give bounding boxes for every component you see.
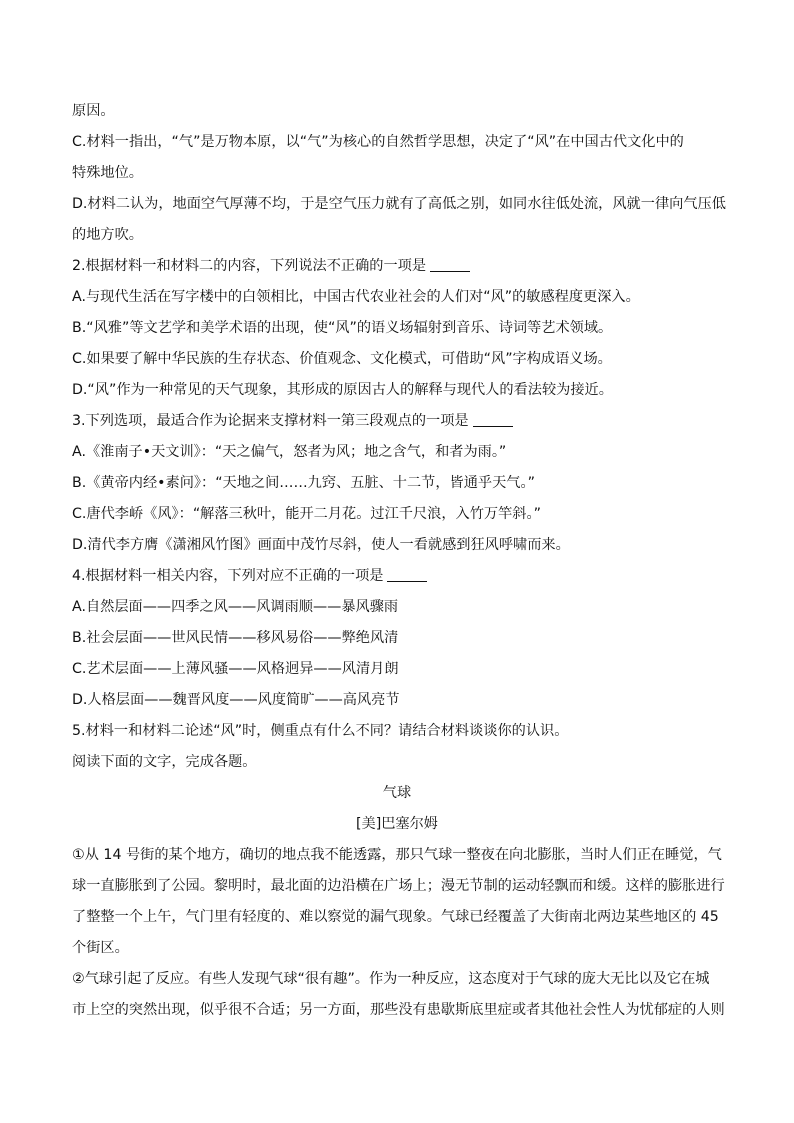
- q2-option-a: A.与现代生活在写字楼中的白领相比，中国古代农业社会的人们对“风”的敏感程度更深入。: [72, 289, 640, 305]
- passage-line: 了整整一个上午，气门里有轻度的、难以察觉的漏气现象。气球已经覆盖了大街南北两边某些地区的 45: [72, 909, 719, 925]
- q4-option-d: D.人格层面——魏晋风度——风度简旷——高风亮节: [72, 692, 400, 708]
- q3-option-d: D.清代李方膺《潇湘风竹图》画面中茂竹尽斜，使人一看就感到狂风呼啸而来。: [72, 537, 570, 553]
- passage-line: ①从 14 号街的某个地方，确切的地点我不能透露，那只气球一整夜在向北膨胀，当时人们正在睡觉，气: [72, 847, 722, 863]
- q1-option-d-line1: D.材料二认为，地面空气厚薄不均，于是空气压力就有了高低之别，如同水往低处流，风就一律向气压低: [72, 196, 726, 212]
- q3-stem-text: 3.下列选项，最适合作为论据来支撑材料一第三段观点的一项是: [72, 413, 469, 429]
- q1-option-c-line2: 特殊地位。: [72, 165, 143, 181]
- q2-option-d: D.“风”作为一种常见的天气现象，其形成的原因古人的解释与现代人的看法较为接近。: [72, 382, 613, 398]
- q2-stem-text: 2.根据材料一和材料二的内容，下列说法不正确的一项是: [72, 258, 427, 274]
- q4-option-a: A.自然层面——四季之风——风调雨顺——暴风骤雨: [72, 599, 399, 615]
- answer-blank: [387, 567, 427, 582]
- answer-blank: [430, 257, 470, 272]
- q3-option-c: C.唐代李峤《风》：“解落三秋叶，能开二月花。过江千尺浪，入竹万竿斜。”: [72, 506, 541, 522]
- passage-title: 气球: [382, 785, 412, 801]
- q5-stem: 5.材料一和材料二论述“风”时，侧重点有什么不同？请结合材料谈谈你的认识。: [72, 723, 569, 739]
- q4-stem-text: 4.根据材料一相关内容，下列对应不正确的一项是: [72, 568, 384, 584]
- q1-option-d-line2: 的地方吹。: [72, 227, 143, 243]
- reading-instruction: 阅读下面的文字，完成各题。: [72, 754, 257, 770]
- passage-line: 市上空的突然出现，似乎很不合适；另一方面，那些没有患歇斯底里症或者其他社会性人为忧郁症的人则: [72, 1002, 725, 1018]
- q4-option-b: B.社会层面——世风民情——移风易俗——弊绝风清: [72, 630, 399, 646]
- q3-option-b: B.《黄帝内经•素问》：“天地之间……九窍、五脏、十二节，皆通乎天气。”: [72, 475, 535, 491]
- answer-blank: [473, 412, 513, 427]
- passage-line: 个街区。: [72, 940, 129, 956]
- q4-option-c: C.艺术层面——上薄风骚——风格迥异——风清月朗: [72, 661, 399, 677]
- q4-stem: [72, 561, 722, 592]
- passage-author: [美]巴塞尔姆: [355, 816, 438, 832]
- q1-option-c-line1: C.材料一指出，“气”是万物本原，以“气”为核心的自然哲学思想，决定了“风”在中国古代文化中的: [72, 134, 684, 150]
- q2-stem: [72, 251, 722, 282]
- q2-option-b: B.“风雅”等文艺学和美学术语的出现，使“风”的语义场辐射到音乐、诗词等艺术领域。: [72, 320, 613, 336]
- q3-stem: [72, 406, 722, 437]
- q3-option-a: A.《淮南子•天文训》：“天之偏气，怒者为风；地之含气，和者为雨。”: [72, 444, 507, 460]
- text-line: 原因。: [72, 103, 115, 119]
- passage-line: ②气球引起了反应。有些人发现气球“很有趣”。作为一种反应，这态度对于气球的庞大无比以及它在城: [72, 971, 710, 987]
- q2-option-c: C.如果要了解中华民族的生存状态、价值观念、文化模式，可借助“风”字构成语义场。: [72, 351, 612, 367]
- document-page: [72, 96, 726, 1026]
- passage-line: 球一直膨胀到了公园。黎明时，最北面的边沿横在广场上；漫无节制的运动轻飘而和缓。这样的膨胀进行: [72, 878, 725, 894]
